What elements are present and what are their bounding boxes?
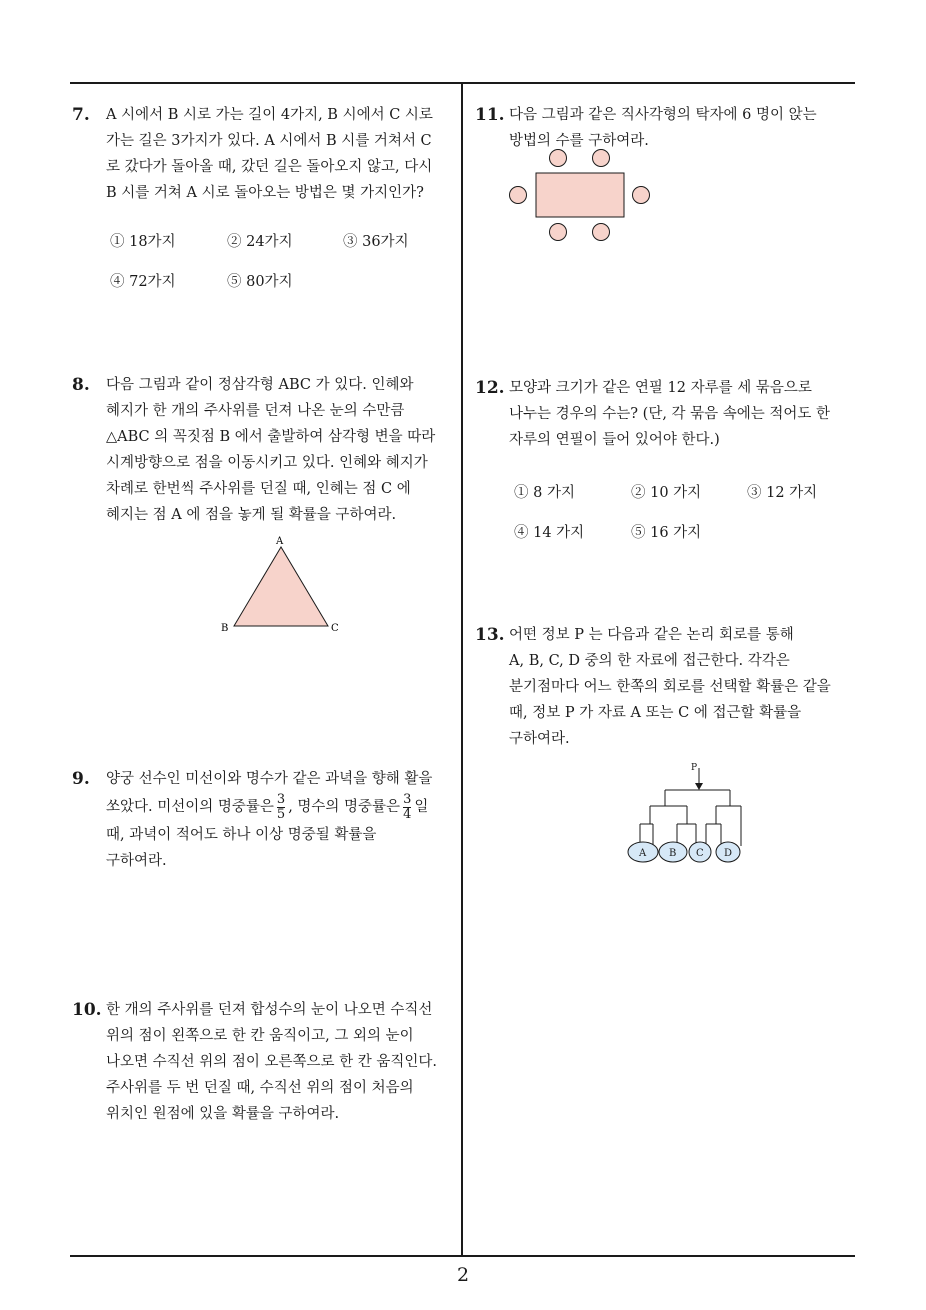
question-text: [106, 997, 437, 1127]
text-line: B 시를 거쳐 A 시로 돌아오는 방법은 몇 가지인가?: [106, 185, 424, 201]
text-line: 다음 그림과 같은 직사각형의 탁자에 6 명이 앉는: [509, 107, 817, 123]
choice-4[interactable]: ④ 72가지: [110, 274, 176, 290]
text-line: 어떤 정보 P 는 다음과 같은 논리 회로를 통해: [509, 627, 794, 643]
node-p-label: P: [691, 763, 698, 773]
text-line: 다음 그림과 같이 정삼각형 ABC 가 있다. 인혜와: [106, 377, 414, 393]
text-line: 로 갔다가 돌아올 때, 갔던 길은 돌아오지 않고, 다시: [106, 159, 433, 175]
triangle-figure: [215, 533, 345, 638]
text-line: 방법의 수를 구하여라.: [509, 133, 649, 149]
text-line: △ABC 의 꼭짓점 B 에서 출발하여 삼각형 변을 따라: [106, 429, 436, 445]
node-d-label: D: [724, 848, 733, 859]
fraction-numerator: 3: [276, 791, 286, 807]
question-text: [106, 372, 435, 528]
rectangular-table: [536, 173, 624, 217]
seat: [510, 187, 527, 204]
fraction-denominator: 4: [403, 806, 412, 822]
question-number: 13.: [475, 625, 505, 645]
question-text: [106, 102, 433, 206]
choice-1[interactable]: ① 8 가지: [514, 485, 575, 501]
text-line: 구하여라.: [106, 853, 167, 869]
question-number: 11.: [475, 105, 505, 125]
choice-5[interactable]: ⑤ 16 가지: [631, 525, 702, 541]
text-fragment: , 명수의 명중률은: [288, 799, 401, 815]
choice-3[interactable]: ③ 36가지: [343, 234, 409, 250]
choice-1[interactable]: ① 18가지: [110, 234, 176, 250]
question-text: [106, 766, 432, 874]
text-line: 위의 점이 왼쪽으로 한 칸 움직이고, 그 외의 눈이: [106, 1028, 414, 1044]
fraction-numerator: 3: [403, 791, 412, 807]
text-line: 가는 길은 3가지가 있다. A 시에서 B 시를 거쳐서 C: [106, 133, 432, 149]
bottom-rule: [70, 1255, 855, 1257]
text-line: [106, 792, 432, 822]
vertex-b-label: B: [221, 623, 229, 634]
question-text: [509, 622, 831, 752]
text-line: 시계방향으로 점을 이동시키고 있다. 인혜와 혜지가: [106, 455, 428, 471]
node-c-label: C: [696, 848, 704, 859]
text-line: 때, 정보 P 가 자료 A 또는 C 에 접근할 확률을: [509, 705, 802, 721]
text-line: 자루의 연필이 들어 있어야 한다.): [509, 432, 720, 448]
text-line: 차례로 한번씩 주사위를 던질 때, 인혜는 점 C 에: [106, 481, 411, 497]
question-number: 8.: [72, 375, 90, 395]
fraction-denominator: 5: [276, 806, 286, 822]
column-divider: [461, 83, 463, 1256]
text-line: 혜지가 한 개의 주사위를 던져 나온 눈의 수만큼: [106, 403, 405, 419]
seat: [550, 150, 567, 167]
question-number: 10.: [72, 1000, 102, 1020]
fraction-three-fifths: [277, 793, 285, 822]
entry-arrowhead: [695, 783, 703, 790]
question-text: [509, 375, 830, 453]
text-line: 분기점마다 어느 한쪽의 회로를 선택할 확률은 같을: [509, 679, 831, 695]
seat: [593, 224, 610, 241]
text-line: A, B, C, D 중의 한 자료에 접근한다. 각각은: [509, 653, 790, 669]
node-a-label: A: [639, 848, 647, 859]
text-fragment: 쏘았다. 미선이의 명중률은: [106, 799, 274, 815]
vertex-c-label: C: [331, 623, 339, 634]
seat: [550, 224, 567, 241]
text-line: 한 개의 주사위를 던져 합성수의 눈이 나오면 수직선: [106, 1002, 433, 1018]
choice-2[interactable]: ② 24가지: [227, 234, 293, 250]
fraction-three-fourths: [403, 793, 411, 822]
vertex-a-label: A: [276, 536, 284, 547]
equilateral-triangle: [234, 547, 328, 626]
text-line: 주사위를 두 번 던질 때, 수직선 위의 점이 처음의: [106, 1080, 414, 1096]
text-line: 나누는 경우의 수는? (단, 각 묶음 속에는 적어도 한: [509, 406, 831, 422]
text-line: 혜지는 점 A 에 점을 놓게 될 확률을 구하여라.: [106, 507, 397, 523]
question-number: 12.: [475, 378, 505, 398]
choice-4[interactable]: ④ 14 가지: [514, 525, 585, 541]
table-seating-figure: [505, 145, 655, 245]
logic-circuit-figure: [620, 758, 750, 868]
text-line: 나오면 수직선 위의 점이 오른쪽으로 한 칸 움직인다.: [106, 1054, 438, 1070]
page-number: 2: [456, 1264, 470, 1286]
text-line: 모양과 크기가 같은 연필 12 자루를 세 묶음으로: [509, 380, 812, 396]
text-fragment: 일: [414, 799, 429, 815]
text-line: 구하여라.: [509, 731, 570, 747]
choice-3[interactable]: ③ 12 가지: [747, 485, 818, 501]
text-line: 때, 과녁이 적어도 하나 이상 명중될 확률을: [106, 827, 377, 843]
text-line: A 시에서 B 시로 가는 길이 4가지, B 시에서 C 시로: [106, 107, 433, 123]
node-b-label: B: [669, 848, 677, 859]
question-number: 9.: [72, 769, 90, 789]
text-line: 양궁 선수인 미선이와 명수가 같은 과녁을 향해 활을: [106, 771, 433, 787]
choice-5[interactable]: ⑤ 80가지: [227, 274, 293, 290]
seat: [593, 150, 610, 167]
text-line: 위치인 원점에 있을 확률을 구하여라.: [106, 1106, 340, 1122]
question-number: 7.: [72, 105, 90, 125]
seat: [633, 187, 650, 204]
choice-2[interactable]: ② 10 가지: [631, 485, 702, 501]
